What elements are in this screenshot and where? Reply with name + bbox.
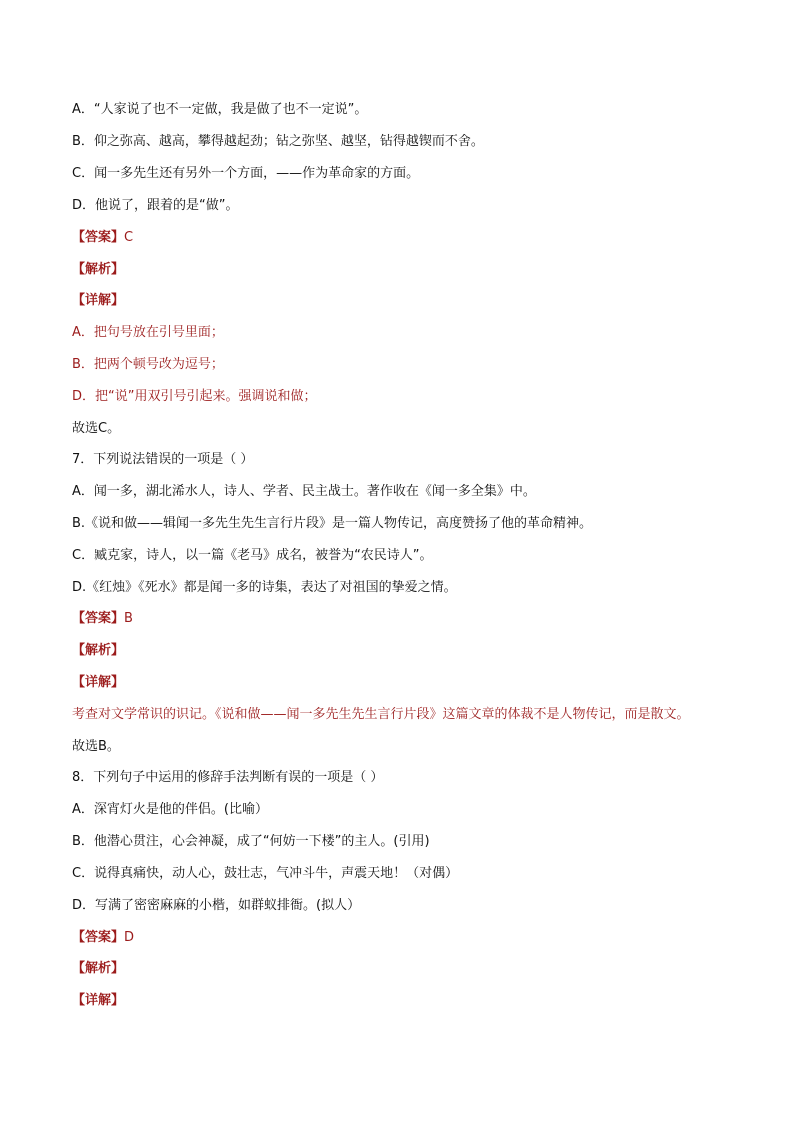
q8-option-b: B．他潜心贯注，心会神凝，成了“何妨一下楼”的主人。(引用) xyxy=(72,834,430,849)
q7-answer xyxy=(72,610,133,628)
q6-detail-b: B．把两个顿号改为逗号； xyxy=(72,357,224,372)
answer-label: 【答案】 xyxy=(72,230,125,245)
answer-label: 【答案】 xyxy=(72,611,125,626)
q8-answer xyxy=(72,929,134,947)
q6-detail-a: A．把句号放在引号里面； xyxy=(72,325,224,340)
q6-answer xyxy=(72,229,133,247)
q6-detail-label: 【详解】 xyxy=(72,293,125,308)
q7-detail-text: 考查对文学常识的识记。《说和做——闻一多先生先生言行片段》这篇文章的体裁不是人物传记，而是散文。 xyxy=(72,707,690,722)
q6-option-c: C．闻一多先生还有另外一个方面，——作为革命家的方面。 xyxy=(72,166,420,181)
q6-analysis-label: 【解析】 xyxy=(72,262,125,277)
answer-label: 【答案】 xyxy=(72,930,125,945)
q7-option-c: C．臧克家，诗人，以一篇《老马》成名，被誉为“农民诗人”。 xyxy=(72,548,433,563)
q8-option-c: C．说得真痛快，动人心，鼓壮志，气冲斗牛，声震天地！（对偶） xyxy=(72,866,459,881)
q7-option-a: A．闻一多，湖北浠水人，诗人、学者、民主战士。著作收在《闻一多全集》中。 xyxy=(72,484,536,499)
answer-value: B xyxy=(124,611,133,626)
q7-conclusion: 故选B。 xyxy=(72,739,120,754)
q8-stem: 8．下列句子中运用的修辞手法判断有误的一项是（ ） xyxy=(72,770,384,785)
q6-option-a: A．“人家说了也不一定做，我是做了也不一定说”。 xyxy=(72,102,368,117)
q8-option-a: A．深宵灯火是他的伴侣。(比喻） xyxy=(72,802,268,817)
q6-conclusion: 故选C。 xyxy=(72,421,121,436)
q8-detail-label: 【详解】 xyxy=(72,993,125,1008)
q7-option-d: D.《红烛》《死水》都是闻一多的诗集，表达了对祖国的挚爱之情。 xyxy=(72,580,457,595)
q6-option-d: D．他说了，跟着的是“做”。 xyxy=(72,198,239,213)
q7-analysis-label: 【解析】 xyxy=(72,643,125,658)
q6-detail-d: D．把“说”用双引号引起来。强调说和做； xyxy=(72,389,317,404)
answer-value: C xyxy=(124,230,134,245)
q8-analysis-label: 【解析】 xyxy=(72,961,125,976)
q7-stem: 7．下列说法错误的一项是（ ） xyxy=(72,452,254,467)
q6-option-b: B．仰之弥高、越高，攀得越起劲；钻之弥坚、越坚，钻得越锲而不舍。 xyxy=(72,134,484,149)
answer-value: D xyxy=(124,930,135,945)
q7-option-b: B.《说和做——辑闻一多先生先生言行片段》是一篇人物传记，高度赞扬了他的革命精神。 xyxy=(72,516,593,531)
q7-detail-label: 【详解】 xyxy=(72,675,125,690)
q8-option-d: D．写满了密密麻麻的小楷，如群蚁排衙。(拟人） xyxy=(72,898,361,913)
